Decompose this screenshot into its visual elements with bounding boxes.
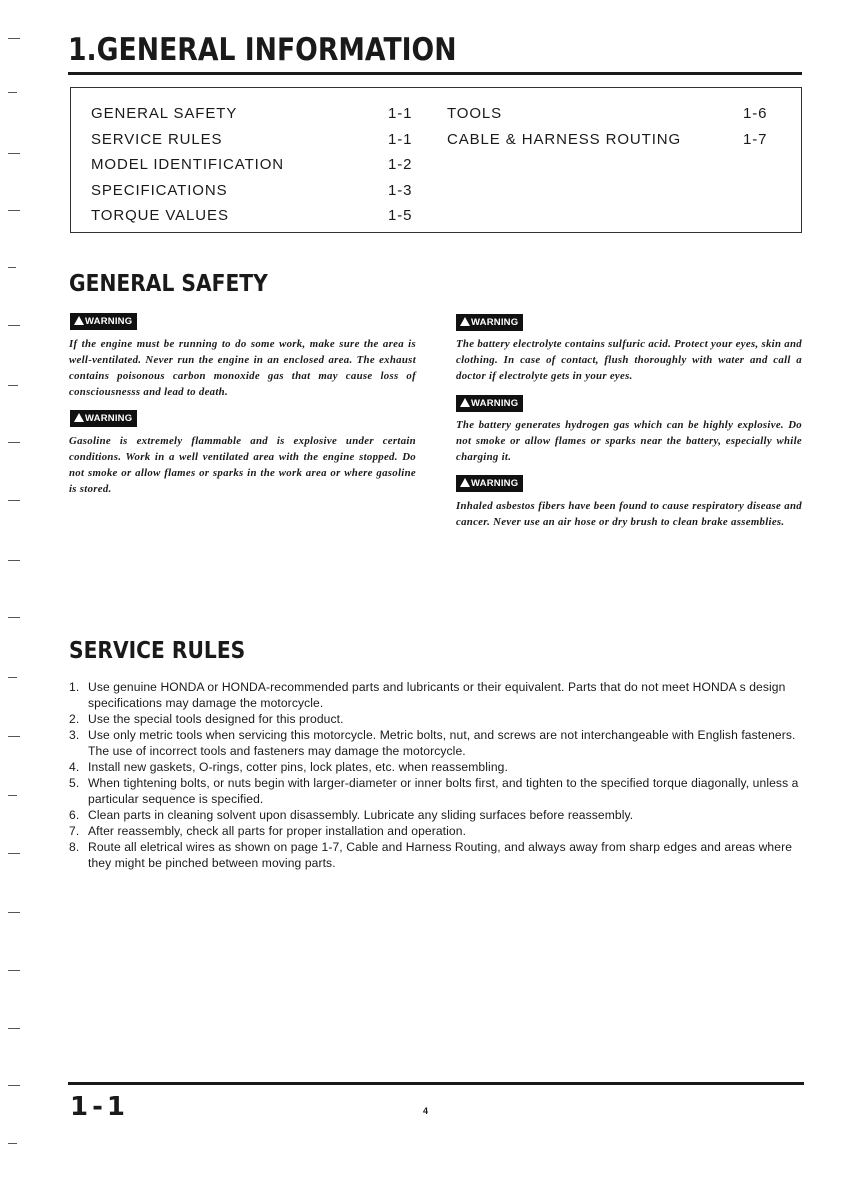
list-item: [69, 679, 804, 711]
list-item: [69, 807, 804, 823]
list-item-text: Clean parts in cleaning solvent upon disassembly. Lubricate any sliding surfaces before reassembly.: [88, 808, 634, 822]
toc-left-column: [91, 101, 411, 229]
toc-entry-page: 1-3: [388, 181, 413, 199]
warning-text: The battery generates hydrogen gas which can be highly explosive. Do not smoke or allow flames or sparks near the battery, especially while charging it.: [456, 419, 802, 463]
toc-entry[interactable]: [91, 127, 411, 153]
margin-marks: [0, 0, 30, 1200]
toc-entry[interactable]: [91, 101, 411, 127]
warning-badge: [70, 313, 137, 330]
list-item: [69, 775, 804, 807]
warning-text: Inhaled asbestos fibers have been found to cause respiratory disease and cancer. Never use an air hose or dry brush to clean brake assemblies.: [456, 500, 802, 528]
warning-badge: [70, 410, 137, 427]
warning-badge-label: WARNING: [471, 317, 519, 328]
list-item-number: 3.: [69, 728, 80, 742]
list-item-number: 4.: [69, 760, 80, 774]
warning-triangle-icon: [460, 478, 470, 487]
warning-text: If the engine must be running to do some work, make sure the area is well-ventilated. Never run the engine in an enclosed area. The exhaust contains poisonous carbon monoxide gas that may cause loss of consciousnesss and lead to death.: [69, 338, 416, 398]
list-item: [69, 759, 804, 775]
toc-entry[interactable]: [91, 152, 411, 178]
general-safety-heading: GENERAL SAFETY: [69, 271, 268, 297]
table-of-contents: [70, 87, 802, 233]
list-item-number: 6.: [69, 808, 80, 822]
warning-badge-label: WARNING: [471, 478, 519, 489]
list-item-text: After reassembly, check all parts for proper installation and operation.: [88, 824, 467, 838]
toc-entry[interactable]: [91, 178, 411, 204]
toc-entry-label: MODEL IDENTIFICATION: [91, 156, 285, 173]
list-item-text: Install new gaskets, O-rings, cotter pins, lock plates, etc. when reassembling.: [88, 760, 508, 774]
chapter-title: 1.GENERAL INFORMATION: [68, 32, 457, 68]
warning-badge: [456, 395, 523, 412]
page-number: 1-1: [70, 1092, 129, 1122]
list-item-text: Use only metric tools when servicing this motorcycle. Metric bolts, nut, and screws are not interchangeable with English fasteners. The use of incorrect tools and fasteners may damage the motorcycle.: [88, 728, 796, 758]
toc-entry-label: GENERAL SAFETY: [91, 105, 238, 122]
toc-entry-label: TOOLS: [447, 105, 503, 122]
toc-entry[interactable]: [91, 203, 411, 229]
toc-entry-page: 1-2: [388, 156, 413, 173]
toc-entry-page: 1-6: [743, 105, 768, 122]
warning-triangle-icon: [460, 317, 470, 326]
toc-entry-label: TORQUE VALUES: [91, 207, 229, 224]
list-item-number: 8.: [69, 840, 80, 854]
warning-badge-label: WARNING: [85, 316, 133, 327]
list-item: [69, 823, 804, 839]
list-item: [69, 727, 804, 759]
toc-entry-page: 1-1: [388, 130, 413, 148]
page-mark: 4: [423, 1106, 429, 1116]
warning-triangle-icon: [460, 398, 470, 407]
list-item: [69, 839, 804, 871]
list-item-number: 7.: [69, 824, 80, 838]
list-item-number: 5.: [69, 776, 80, 790]
footer-rule: [68, 1082, 804, 1085]
toc-entry-page: 1-1: [388, 105, 413, 122]
toc-entry-label: SPECIFICATIONS: [91, 181, 228, 199]
list-item: [69, 711, 804, 727]
warning-triangle-icon: [74, 413, 84, 422]
list-item-text: Route all eletrical wires as shown on page 1-7, Cable and Harness Routing, and always away from sharp edges and areas where they might be pinched between moving parts.: [88, 840, 793, 870]
toc-entry[interactable]: [447, 101, 767, 127]
warning-text: Gasoline is extremely flammable and is explosive under certain conditions. Work in a well ventilated area with the engine stopped. Do not smoke or allow flames or sparks in the work area or where gasoline is stored.: [69, 435, 416, 495]
list-item-text: Use genuine HONDA or HONDA-recommended parts and lubricants or their equivalent. Parts that do not meet HONDA s design specifications may damage the motorcycle.: [88, 680, 786, 710]
toc-entry-label: CABLE & HARNESS ROUTING: [447, 130, 682, 148]
header-rule: [68, 72, 802, 75]
warning-badge: [456, 314, 523, 331]
warning-triangle-icon: [74, 316, 84, 325]
list-item-number: 2.: [69, 712, 80, 726]
service-rules-heading: SERVICE RULES: [69, 638, 246, 664]
warning-badge-label: WARNING: [471, 398, 519, 409]
warning-badge-label: WARNING: [85, 413, 133, 424]
list-item-text: Use the special tools designed for this product.: [88, 712, 344, 726]
toc-right-column: [447, 101, 767, 152]
list-item-number: 1.: [69, 680, 80, 694]
list-item-text: When tightening bolts, or nuts begin with larger-diameter or inner bolts first, and tighten to the specified torque diagonally, unless a particular sequence is specified.: [88, 776, 799, 806]
warning-text: The battery electrolyte contains sulfuric acid. Protect your eyes, skin and clothing. In case of contact, flush thoroughly with water and call a doctor if electrolyte gets in your eyes.: [456, 338, 802, 382]
service-rules-list: [69, 679, 804, 871]
toc-entry-page: 1-7: [743, 130, 768, 148]
toc-entry-label: SERVICE RULES: [91, 130, 223, 148]
toc-entry-page: 1-5: [388, 207, 413, 224]
toc-entry[interactable]: [447, 127, 767, 153]
warning-badge: [456, 475, 523, 492]
